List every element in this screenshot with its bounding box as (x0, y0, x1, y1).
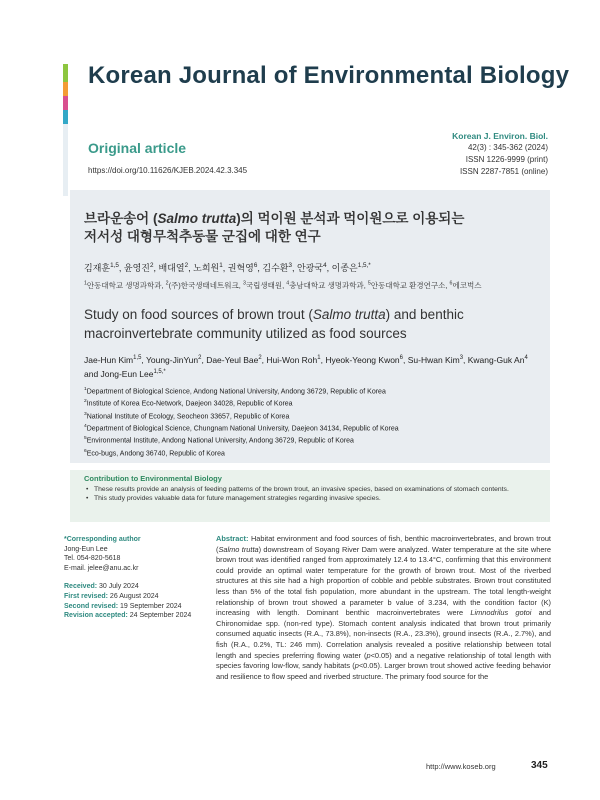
affiliation: $^3$National Institute of Ecology, Seocheon 33657, Republic of Korea (84, 411, 290, 420)
author: 김수환$^3$ (262, 262, 292, 273)
volume-pages: 42(3) : 345-362 (2024) (467, 143, 548, 152)
color-bar-segment (63, 64, 68, 82)
date-second-revised: Second revised: 19 September 2024 (64, 602, 182, 610)
author: 권혁영$^6$ (227, 262, 258, 273)
korean-title: 브라운송어 (Salmo trutta)의 먹이원 분석과 먹이원으로 이용되는 저서성 대형무척추동물 군집에 대한 연구 (84, 211, 465, 244)
affiliation: $^5$Environmental Institute, Andong National University, Andong 36729, Republic of Korea (84, 436, 354, 445)
contribution-heading: Contribution to Environmental Biology (84, 474, 222, 483)
issn-print: ISSN 1226-9999 (print) (465, 155, 548, 164)
date-accepted: Revision accepted: 24 September 2024 (64, 612, 192, 620)
author: Hyeok-Yeong Kwon$^6$ (325, 354, 403, 365)
korean-affiliations: $^1$안동대학교 생명과학과, $^2$(주)한국생태네트워크, $^3$국립생태원, $^4$충남대학교 생명과학과, $^5$안동대학교 환경연구소, $^6$에코벅스 (84, 280, 482, 290)
doi-link[interactable]: https://doi.org/10.11626/KJEB.2024.42.3.345 (88, 166, 248, 175)
corresponding-heading: *Corresponding author (64, 536, 141, 543)
contribution-item: • This study provides valuable data for future management strategies regarding invasive species. (86, 495, 381, 503)
author: 배대열$^2$ (158, 262, 189, 273)
journal-color-bar (63, 64, 68, 196)
color-bar-segment (63, 110, 68, 124)
contribution-item: • These results provide an analysis of feeding patterns of the brown trout, an invasive species, based on examinations of stomach contents. (86, 486, 509, 493)
citation-block (452, 130, 548, 178)
corresponding-tel: Tel. 054-820-5618 (64, 555, 121, 563)
article-type: Original article (88, 140, 187, 156)
author: Kwang-Guk An$^4$ (467, 354, 528, 365)
contribution-box (70, 470, 550, 522)
affiliation: $^4$Department of Biological Science, Chungnam National University, Daejeon 34134, Republic of Korea (84, 423, 399, 433)
color-bar-segment (63, 124, 68, 196)
english-affiliations (84, 385, 399, 459)
author: 윤영진$^2$ (123, 262, 154, 273)
korean-authors: 김재훈$^{1,5}$, 윤영진$^2$, 배대열$^2$, 노희원$^1$, 권혁영$^6$, 김수환$^3$, 안광국$^4$, 이종은$^{1,5,*}$ (84, 262, 371, 273)
affiliation: $^1$안동대학교 생명과학과 (84, 280, 162, 290)
author: 김재훈$^{1,5}$ (84, 262, 119, 273)
journal-abbreviation: Korean J. Environ. Biol. (452, 131, 548, 141)
author: 안광국$^4$ (297, 262, 327, 273)
footer-url[interactable]: http://www.koseb.org (426, 762, 496, 771)
affiliation: $^2$(주)한국생태네트워크 (165, 280, 239, 290)
color-bar-segment (63, 96, 68, 110)
article-info-column (64, 535, 204, 621)
color-bar-segment (63, 82, 68, 96)
article-dates (64, 582, 204, 620)
corresponding-email[interactable]: E-mail. jelee@anu.ac.kr (64, 564, 139, 572)
author: 노희원$^1$ (193, 262, 223, 273)
author: Jong-Eun Lee$^{1,5,*}$ (100, 368, 166, 379)
author: Su-Hwan Kim$^3$ (407, 354, 463, 365)
page-number: 345 (531, 760, 548, 771)
affiliation: $^6$Eco-bugs, Andong 36740, Republic of Korea (84, 448, 225, 457)
affiliation: $^6$에코벅스 (449, 280, 482, 290)
author: Dae-Yeul Bae$^2$ (206, 354, 262, 365)
affiliation: $^4$충남대학교 생명과학과 (286, 280, 364, 290)
english-authors: Jae-Hun Kim$^{1,5}$, Young-JinYun$^2$, Dae-Yeul Bae$^2$, Hui-Won Roh$^1$, Hyeok-Yeong Kwon$^6$, Su-Hwan Kim$^3$, Kwang-Guk An$^4$ and Jong-Eun Lee$^{1,5,*}$ (84, 354, 528, 379)
english-title: Study on food sources of brown trout (Salmo trutta) and benthic macroinvertebrate community utilized as food sources (84, 307, 464, 341)
author: 이종은$^{1,5,*}$ (331, 262, 371, 273)
author: Hui-Won Roh$^1$ (266, 354, 321, 365)
affiliation: $^1$Department of Biological Science, Andong National University, Andong 36729, Republic of Korea (84, 387, 386, 396)
affiliation: $^2$Institute of Korea Eco-Network, Daejeon 34028, Republic of Korea (84, 399, 293, 408)
date-first-revised: First revised: 26 August 2024 (64, 592, 159, 600)
affiliation: $^3$국립생태원 (242, 280, 283, 290)
issn-online: ISSN 2287-7851 (online) (459, 167, 548, 176)
author: Jae-Hun Kim$^{1,5}$ (84, 354, 142, 365)
author: Young-JinYun$^2$ (145, 354, 202, 365)
date-received: Received: 30 July 2024 (64, 583, 139, 591)
affiliation: $^5$안동대학교 환경연구소 (367, 280, 446, 290)
journal-title: Korean Journal of Environmental Biology (88, 62, 570, 89)
corresponding-name: Jong-Eun Lee (64, 545, 108, 553)
abstract: Abstract: Habitat environment and food sources of fish, benthic macroinvertebrates, and brown trout (Salmo trutta) downstream of Soyang River Dam were analyzed. Water temperature at the site where brown trout was identified ranged from approximately 12.4 to 13.4°C, confirming that this environment could provide an optimal water temperature for the growth of brown trout. Most of the riverbed structures at this site had a high proportion of cobble and pebble substrates. Brown trout constituted less than 5% of the total fish population, more abundant in the upstream. The total length-weight relationship of brown trout showed a parameter b value of 3.234, with the condition factor (K) increasing with length. Dominant benthic macroinvertebrates were Limnodrilus gotoi and Chironomidae spp. (non-red type). Stomach content analysis indicated that brown trout primarily consumed aquatic insects (R.A., 73.8%), non-insects (R.A., 23.3%), ground insects (R.A., 2.7%), and fish (R.A., 0.2%, TL: 246 mm). Correlation analysis revealed a positive relationship between total length and species preferring flowing water (p<0.05) and a negative relationship of total length with species favoring low-flow, sandy habitats (p<0.05). Larger brown trout showed active feeding behavior and resilience to flow speed and riverbed structure. The primary food source for the (216, 534, 552, 681)
